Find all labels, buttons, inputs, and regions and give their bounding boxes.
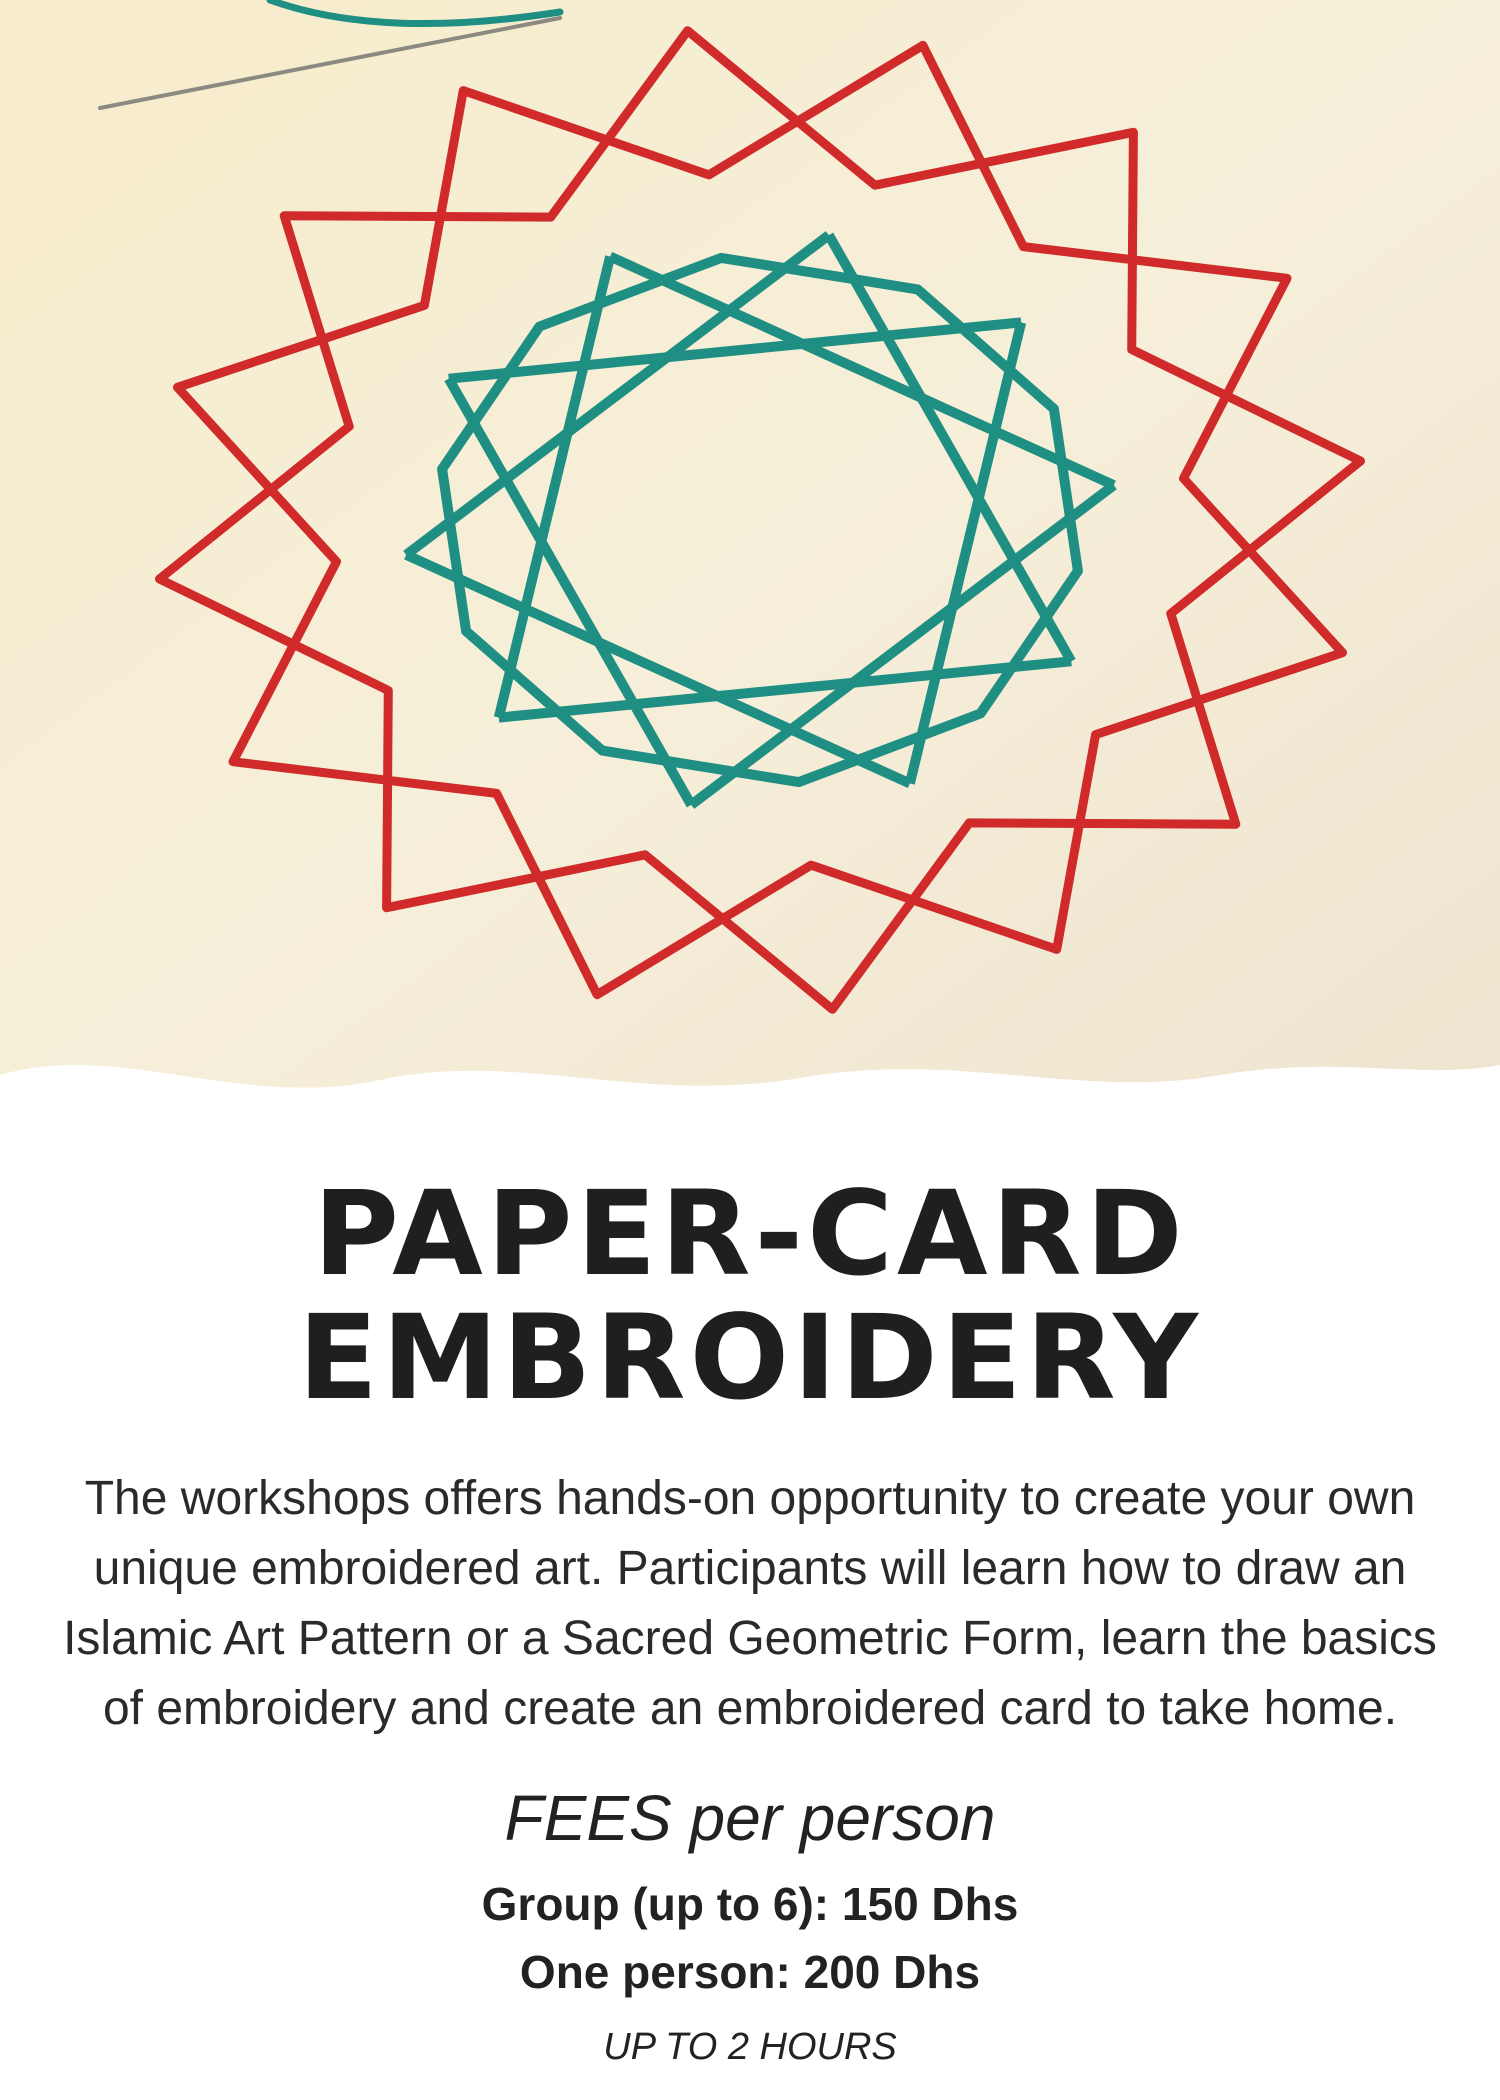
page-title — [0, 1165, 1500, 1426]
description-line-4: of embroidery and create an embroidered card to take home. — [102, 1682, 1398, 1735]
title-line-2: EMBROIDERY — [297, 1289, 1203, 1426]
workshop-description — [30, 1464, 1470, 1744]
fee-group-price: Group (up to 6): 150 Dhs — [481, 1878, 1019, 1930]
title-line-1: PAPER-CARD — [313, 1165, 1187, 1302]
fee-single-price: One person: 200 Dhs — [519, 1946, 981, 1998]
workshop-duration: UP TO 2 HOURS — [603, 2026, 897, 2068]
fees-heading: FEES per person — [504, 1782, 996, 1854]
description-line-1: The workshops offers hands-on opportunity to create your own — [84, 1472, 1416, 1525]
description-line-3: Islamic Art Pattern or a Sacred Geometric Form, learn the basics — [63, 1612, 1437, 1665]
description-line-2: unique embroidered art. Participants will learn how to draw an — [93, 1542, 1407, 1595]
